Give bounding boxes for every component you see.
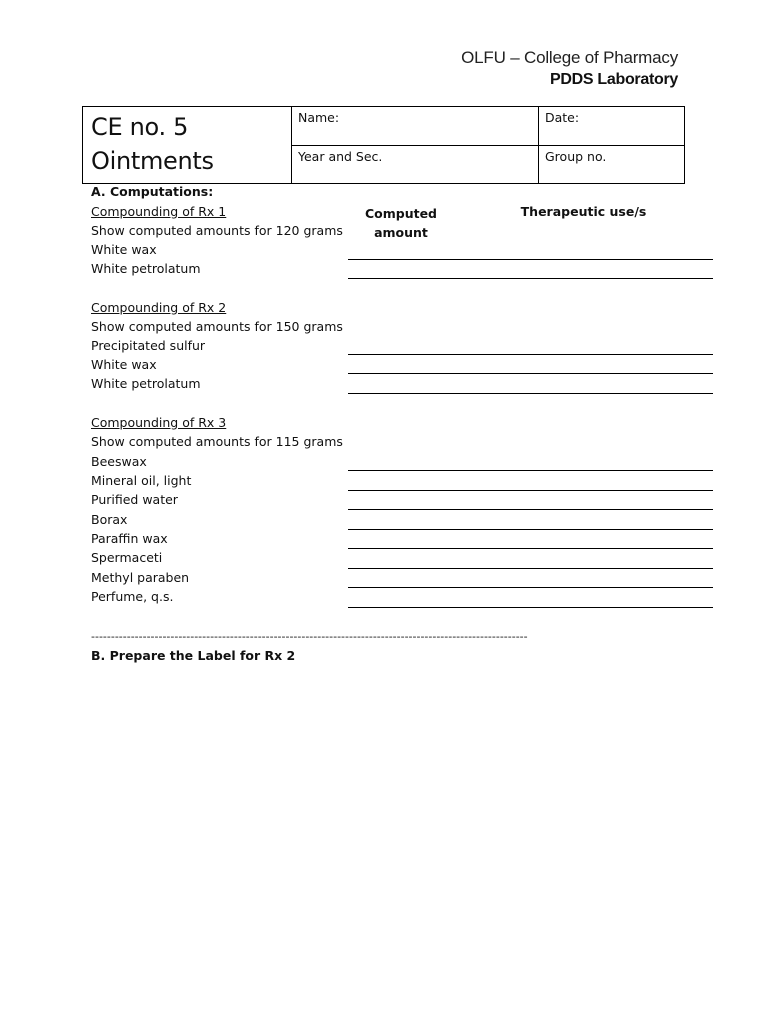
answer-line[interactable] (348, 607, 713, 608)
header-org: OLFU – College of Pharmacy (461, 48, 678, 67)
computed-header-line1: Computed (364, 206, 438, 221)
answer-line[interactable] (348, 259, 713, 260)
exercise-number: CE no. 5 (91, 113, 189, 141)
answer-line[interactable] (348, 490, 713, 491)
therapeutic-use-header: Therapeutic use/s (520, 204, 647, 219)
exercise-title: Ointments (91, 147, 214, 175)
rx3-ingredient: Mineral oil, light (91, 473, 192, 488)
rx3-ingredient: Spermaceti (91, 550, 163, 565)
year-sec-label: Year and Sec. (298, 149, 383, 164)
name-label: Name: (298, 110, 340, 125)
section-a-title: A. Computations: (91, 184, 214, 199)
rx3-heading: Compounding of Rx 3 (91, 415, 227, 430)
title-cell (83, 107, 292, 184)
group-field[interactable] (539, 146, 685, 184)
answer-line[interactable] (348, 278, 713, 279)
section-b-title: B. Prepare the Label for Rx 2 (91, 648, 296, 663)
answer-line[interactable] (348, 373, 713, 374)
answer-line[interactable] (348, 529, 713, 530)
rx3-ingredient: Borax (91, 512, 128, 527)
answer-line[interactable] (348, 587, 713, 588)
rx2-ingredient: Precipitated sulfur (91, 338, 206, 353)
computed-amount-header (351, 204, 451, 242)
rx3-instruction: Show computed amounts for 115 grams (91, 434, 343, 449)
rx1-heading: Compounding of Rx 1 (91, 204, 227, 219)
rx3-ingredient: Methyl paraben (91, 570, 190, 585)
group-label: Group no. (545, 149, 607, 164)
answer-line[interactable] (348, 354, 713, 355)
year-sec-field[interactable] (292, 146, 539, 184)
rx1-ingredient: White petrolatum (91, 261, 201, 276)
rx3-ingredient: Paraffin wax (91, 531, 168, 546)
rx1-instruction: Show computed amounts for 120 grams (91, 223, 343, 238)
rx2-ingredient: White wax (91, 357, 157, 372)
answer-line[interactable] (348, 568, 713, 569)
rx2-heading: Compounding of Rx 2 (91, 300, 227, 315)
answer-line[interactable] (348, 509, 713, 510)
answer-line[interactable] (348, 470, 713, 471)
rx3-ingredient: Perfume, q.s. (91, 589, 174, 604)
date-field[interactable] (539, 107, 685, 146)
section-divider: -------------------------------------------------------------------------------------------------------------- (91, 630, 528, 643)
rx2-ingredient: White petrolatum (91, 376, 201, 391)
rx1-ingredient: White wax (91, 242, 157, 257)
header-lab: PDDS Laboratory (550, 71, 678, 88)
name-field[interactable] (292, 107, 539, 146)
rx3-ingredient: Beeswax (91, 454, 147, 469)
rx2-instruction: Show computed amounts for 150 grams (91, 319, 343, 334)
rx3-ingredient: Purified water (91, 492, 178, 507)
info-table (82, 106, 685, 184)
answer-line[interactable] (348, 393, 713, 394)
date-label: Date: (545, 110, 580, 125)
answer-line[interactable] (348, 548, 713, 549)
computed-header-line2: amount (374, 225, 428, 240)
